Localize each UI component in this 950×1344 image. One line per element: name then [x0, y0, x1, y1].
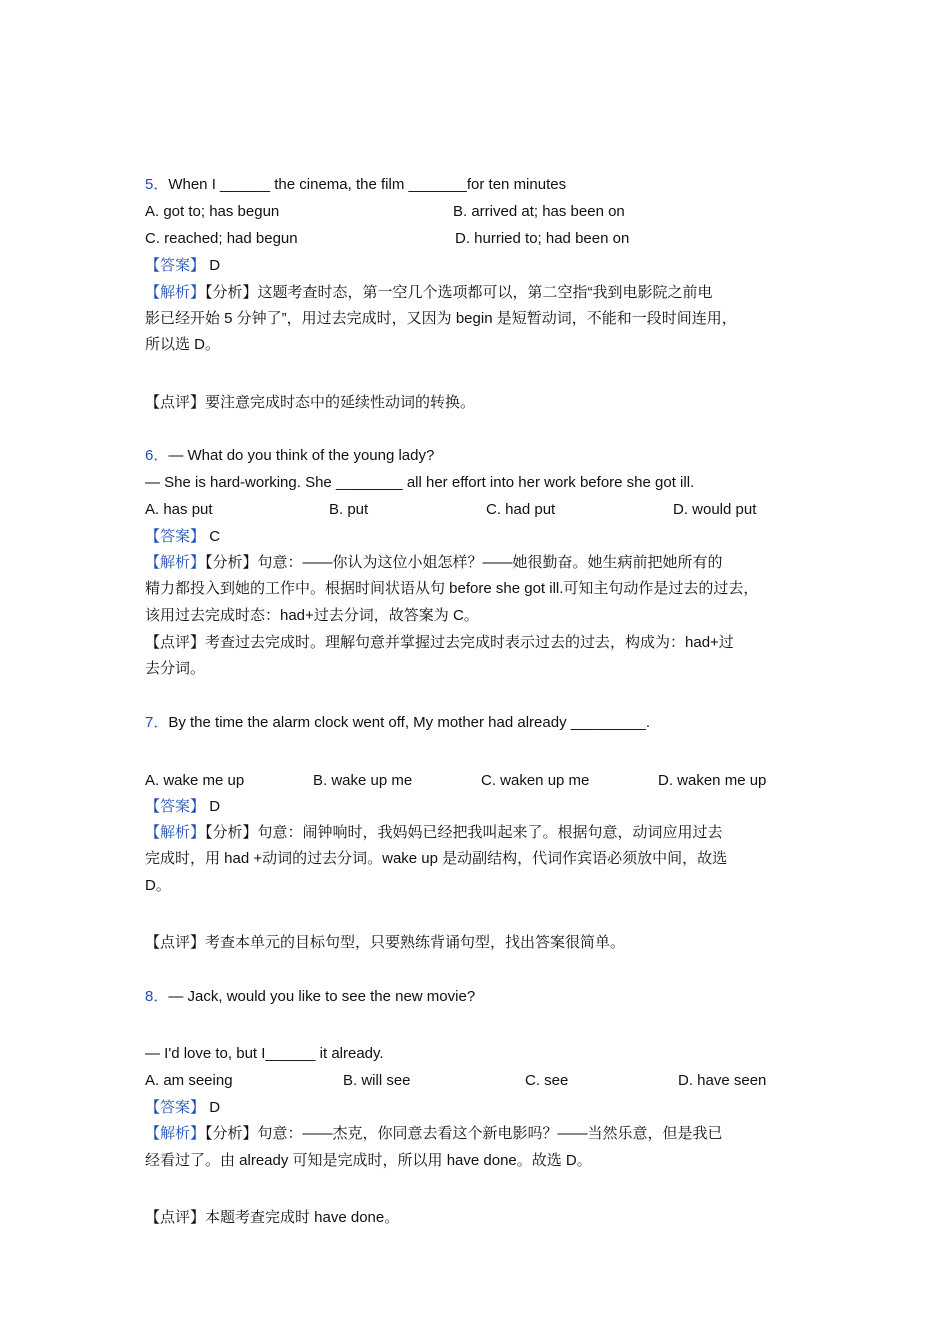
question-5-stem: [145, 175, 566, 195]
analysis-line-2: 经看过了。由 already 可知是完成时，所以用 have done。故选 D。: [145, 1152, 592, 1169]
analysis-text: 【分析】这题考查时态，第一空几个选项都可以，第二空指“我到电影院之前电: [205, 284, 713, 301]
answer-value: D: [209, 798, 221, 815]
option-d: D. have seen: [678, 1072, 767, 1089]
answer-tag: 【答案】: [145, 798, 206, 815]
question-6-stem: [145, 446, 434, 466]
question-number: 7．: [145, 714, 169, 731]
question-6-stem-2: — She is hard-working. She ________ all her effort into her work before she got ill.: [145, 474, 695, 491]
option-d: D. would put: [673, 501, 757, 518]
option-c: C. see: [525, 1072, 569, 1089]
analysis-line-1: [145, 553, 723, 573]
question-8-stem: [145, 987, 475, 1007]
answer-tag: 【答案】: [145, 257, 206, 274]
question-7-stem: [145, 713, 650, 733]
option-d: D. hurried to; had been on: [455, 230, 630, 247]
option-c: C. reached; had begun: [145, 230, 298, 247]
option-a: A. got to; has begun: [145, 203, 280, 220]
analysis-tag: 【解析】: [145, 1125, 206, 1142]
analysis-line-1: [145, 1124, 723, 1144]
question-text: By the time the alarm clock went off, My mother had already _________.: [168, 714, 650, 731]
analysis-tag: 【解析】: [145, 284, 206, 301]
comment-line: 【点评】本题考查完成时 have done。: [145, 1209, 400, 1226]
question-number: 6．: [145, 447, 169, 464]
question-text: — What do you think of the young lady?: [168, 447, 435, 464]
comment-line-1: 【点评】考查过去完成时。理解句意并掌握过去完成时表示过去的过去，构成为：had+过: [145, 634, 734, 651]
analysis-line-1: [145, 283, 713, 303]
answer-value: D: [209, 257, 221, 274]
analysis-line-2: 影已经开始 5 分钟了”，用过去完成时，又因为 begin 是短暂动词，不能和一段时间连用，: [145, 310, 737, 327]
option-d: D. waken me up: [658, 772, 767, 789]
analysis-text: 【分析】句意：闹钟响时，我妈妈已经把我叫起来了。根据句意，动词应用过去: [205, 824, 723, 841]
analysis-text: 【分析】句意：——杰克，你同意去看这个新电影吗？——当然乐意，但是我已: [205, 1125, 723, 1142]
question-text: When I ______ the cinema, the film _______for ten minutes: [168, 176, 567, 193]
analysis-line-3: 该用过去完成时态：had+过去分词，故答案为 C。: [145, 607, 479, 624]
answer-line: [145, 256, 220, 276]
analysis-line-2: 完成时，用 had +动词的过去分词。wake up 是动副结构，代词作宾语必须放中间，故选: [145, 850, 728, 867]
answer-tag: 【答案】: [145, 1099, 206, 1116]
analysis-tag: 【解析】: [145, 554, 206, 571]
question-8-stem-2: — I'd love to, but I______ it already.: [145, 1045, 384, 1062]
answer-line: [145, 797, 220, 817]
option-a: A. am seeing: [145, 1072, 233, 1089]
analysis-line-1: [145, 823, 723, 843]
option-c: C. waken up me: [481, 772, 590, 789]
option-b: B. put: [329, 501, 369, 518]
answer-value: C: [209, 528, 221, 545]
comment-line: 【点评】要注意完成时态中的延续性动词的转换。: [145, 394, 476, 411]
answer-tag: 【答案】: [145, 528, 206, 545]
analysis-line-3: D。: [145, 877, 171, 894]
question-number: 5．: [145, 176, 169, 193]
question-number: 8．: [145, 988, 169, 1005]
analysis-line-3: 所以选 D。: [145, 336, 221, 353]
option-c: C. had put: [486, 501, 556, 518]
analysis-line-2: 精力都投入到她的工作中。根据时间状语从句 before she got ill.可知主句动作是过去的过去，: [145, 580, 759, 597]
analysis-text: 【分析】句意：——你认为这位小姐怎样？——她很勤奋。她生病前把她所有的: [205, 554, 723, 571]
answer-value: D: [209, 1099, 221, 1116]
question-text: — Jack, would you like to see the new movie?: [168, 988, 476, 1005]
comment-line: 【点评】考查本单元的目标句型，只要熟练背诵句型，找出答案很简单。: [145, 934, 626, 951]
option-a: A. has put: [145, 501, 213, 518]
option-a: A. wake me up: [145, 772, 245, 789]
option-b: B. wake up me: [313, 772, 413, 789]
option-b: B. arrived at; has been on: [453, 203, 625, 220]
analysis-tag: 【解析】: [145, 824, 206, 841]
answer-line: [145, 1098, 220, 1118]
comment-line-2: 去分词。: [145, 660, 206, 677]
option-b: B. will see: [343, 1072, 411, 1089]
answer-line: [145, 527, 220, 547]
